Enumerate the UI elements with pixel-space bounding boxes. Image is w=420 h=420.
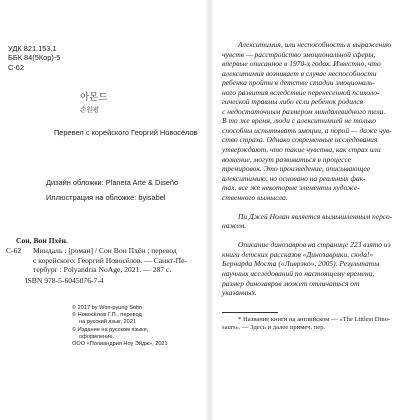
- paragraph-dinosaurs: [222, 240, 412, 297]
- text-line: впервые описанное в 1970-х годах. Известно, что: [222, 59, 381, 69]
- text-line: алекситимия возникает в случае неспособности: [222, 68, 377, 78]
- right-page: [212, 0, 420, 420]
- text-line: тренировок. Это произведение, описывающее: [222, 164, 371, 174]
- text-line: книги детских рассказов «Динозаврики, сюда!»: [222, 249, 374, 259]
- classification-codes: [8, 44, 60, 72]
- text-line: указанных.: [222, 288, 257, 298]
- copyright-block: [72, 305, 168, 348]
- udk-code: УДК 821.153.1: [8, 44, 57, 53]
- copyright-line: © 2017 by Won-pyung Sohn: [72, 305, 143, 311]
- footnote-line: * Название книги на английском — «The Littlest Dino-: [238, 315, 391, 323]
- copyright-line: © Новосёлов Г.П., перевод: [72, 312, 142, 319]
- copyright-line: на русский язык, 2021: [79, 319, 136, 326]
- bbk-code: ББК 84(5Кор)-5: [8, 53, 61, 63]
- catalog-body: [8, 246, 204, 275]
- text-line: тах, все же некоторые элементы художе-: [222, 183, 360, 193]
- text-line: волнение, могут развиваться в процессе: [222, 154, 352, 164]
- left-page: [0, 0, 206, 420]
- text-line: ственного вымысла.: [222, 192, 288, 202]
- text-line: В то же время, люди с алекситимией не только: [222, 116, 376, 126]
- footnote: [222, 316, 412, 333]
- text-line: размер динозавров может отличаться от: [222, 278, 360, 288]
- paragraph-pj-nolan: [222, 212, 412, 231]
- text-line: Бернарда Моста («Ливрэко», 2005). Результаты: [222, 259, 380, 269]
- korean-author: 손원평: [80, 106, 100, 114]
- footnote-rule: [222, 312, 278, 313]
- paragraph-spacer: [222, 231, 412, 241]
- copyright-line: ООО «Полиандрия Ноу Эйдж», 2021: [72, 341, 168, 348]
- text-line: утверждают, что такие чувства, как страх или: [222, 145, 381, 155]
- catalog-record: [8, 236, 204, 286]
- text-line: чувств — расстройство эмоциональной сферы,: [222, 49, 376, 59]
- text-line: алекситимию, но основано на реальных фак-: [222, 173, 366, 183]
- isbn: ISBN 978-5-6045076-7-4: [25, 276, 104, 286]
- text-line: Описание динозавров на странице 223 взято из: [238, 240, 391, 250]
- korean-title: 아몬드: [80, 92, 108, 103]
- text-line: ного развития вследствие перенесенной психоло-: [222, 87, 380, 97]
- text-line: Алекситимия, или неспособность к выражению: [238, 40, 392, 49]
- text-line: гической травмы либо если ребенок родился: [222, 97, 364, 107]
- text-line: нажем.: [222, 221, 247, 231]
- cover-illustration-credit: Иллюстрация на обложке: byisabel: [46, 193, 166, 202]
- translator-credit: Перевел с корейского Георгий Новосёлов: [54, 128, 198, 137]
- text-line: с недостаточным размером миндалевидного тела.: [222, 106, 386, 116]
- text-line: ство страха. Однако современные исследования: [222, 135, 378, 145]
- catalog-line: тербург : Polyandria NoAge, 2021. — 287 с.: [33, 265, 172, 275]
- text-line: научных исследований по настоящему времени,: [222, 269, 375, 279]
- catalog-line: Миндаль : [роман] / Сон Вон Пхён ; перевод: [33, 245, 177, 255]
- copyright-line: © Издание на русском языке,: [72, 326, 149, 333]
- author-code: С-62: [8, 62, 25, 72]
- text-line: Пи Джей Нолан является вымышленным персо-: [238, 211, 393, 221]
- catalog-code: С-62: [6, 245, 22, 255]
- paragraph-spacer: [222, 202, 412, 212]
- right-page-text: [222, 40, 412, 333]
- footnote-line: saurs». — Здесь и далее примеч. пер.: [222, 324, 326, 332]
- catalog-line: с корейского: Георгий Новосёлов. — Санкт-Пе-: [33, 255, 188, 265]
- paragraph-alexithymia: [222, 40, 412, 202]
- copyright-line: оформление.: [79, 333, 115, 340]
- catalog-author: Сон, Вон Пхён.: [16, 236, 68, 245]
- cover-design-credit: Дизайн обложки: Planeta Arte & Diseño: [46, 178, 179, 187]
- text-line: ребенка пройти в детстве стадии эмоциональ-: [222, 78, 375, 88]
- text-line: способны испытывать эмоции, а порой — даже чув-: [222, 125, 392, 135]
